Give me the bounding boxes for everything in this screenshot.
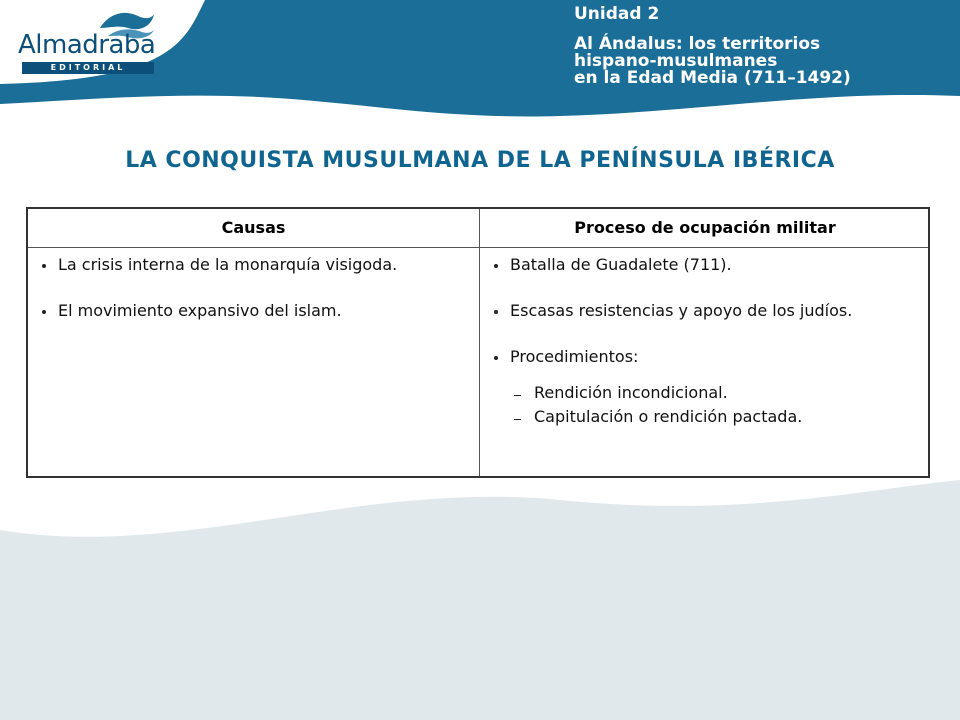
list-item: El movimiento expansivo del islam. [38, 299, 468, 323]
content-table [26, 207, 930, 478]
page-title: LA CONQUISTA MUSULMANA DE LA PENÍNSULA IBÉRICA [125, 148, 835, 173]
logo-subtitle: EDITORIAL [22, 62, 154, 74]
unit-title [574, 36, 944, 87]
column-header-proceso: Proceso de ocupación militar [574, 218, 836, 237]
sub-list-item: Rendición incondicional. [490, 381, 920, 405]
proceso-cell [490, 253, 920, 429]
list-item: Batalla de Guadalete (711). [490, 253, 920, 277]
sub-list-item: Capitulación o rendición pactada. [490, 405, 920, 429]
unit-label: Unidad 2 [574, 4, 660, 24]
bottom-wave-background [0, 460, 960, 720]
list-item: La crisis interna de la monarquía visigoda. [38, 253, 468, 277]
unit-title-line: Al Ándalus: los territorios [574, 34, 821, 54]
header-divider [28, 247, 928, 248]
logo-name: Almadraba [18, 30, 156, 60]
unit-info [574, 4, 944, 87]
column-divider [479, 209, 480, 476]
list-item: Escasas resistencias y apoyo de los judíos. [490, 299, 920, 323]
unit-title-line: hispano-musulmanes [574, 51, 778, 71]
causas-cell [38, 253, 468, 345]
column-header-causas: Causas [221, 218, 286, 237]
unit-title-line: en la Edad Media (711–1492) [574, 68, 851, 88]
publisher-logo [12, 4, 162, 76]
list-item: Procedimientos: [490, 345, 920, 369]
